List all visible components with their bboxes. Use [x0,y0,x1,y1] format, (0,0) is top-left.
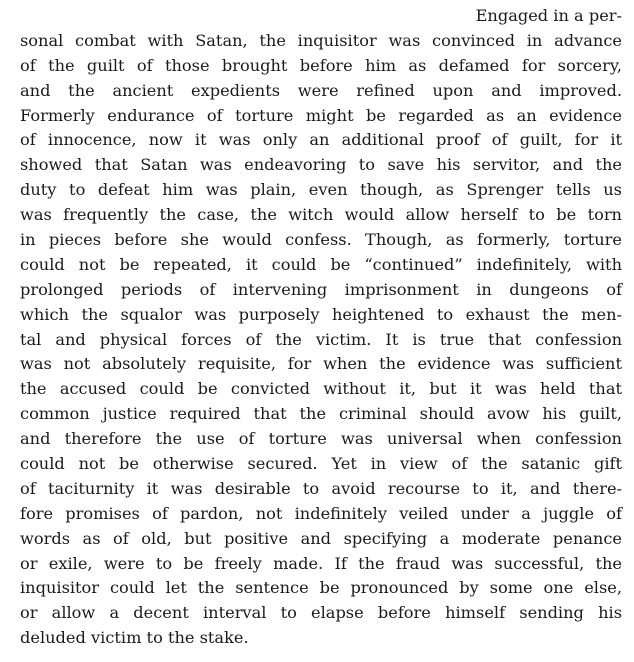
text-line: tal and physical forces of the victim. It is true that confession [20,329,622,349]
text-line: which the squalor was purposely heightened to exhaust the men- [20,304,622,324]
text-line: and the ancient expedients were refined upon and improved. [20,80,622,100]
text-line: and therefore the use of torture was universal when confession [20,429,622,449]
text-line: Formerly endurance of torture might be regarded as an evidence [20,105,622,125]
text-line: prolonged periods of intervening imprisonment in dungeons of [20,279,622,299]
text-line: showed that Satan was endeavoring to save his servitor, and the [20,155,622,175]
text-line: was not absolutely requisite, for when the evidence was sufficient [20,354,622,374]
text-line: fore promises of pardon, not indefinitely veiled under a juggle of [20,503,622,523]
text-line: could not be otherwise secured. Yet in view of the satanic gift [20,454,622,474]
text-line: words as of old, but positive and specifying a moderate penance [20,528,622,548]
document-paragraph [20,4,622,651]
text-line: of innocence, now it was only an additional proof of guilt, for it [20,130,622,150]
text-line: deluded victim to the stake. [20,628,249,648]
text-line: the accused could be convicted without it, but it was held that [20,379,622,399]
text-line: inquisitor could let the sentence be pronounced by some one else, [20,578,622,598]
text-line: could not be repeated, it could be “continued” indefinitely, with [20,254,622,274]
text-line: Engaged in a per- [475,6,622,25]
text-line: duty to defeat him was plain, even though, as Sprenger tells us [20,180,622,200]
text-line: in pieces before she would confess. Though, as formerly, torture [20,230,622,250]
text-line: was frequently the case, the witch would allow herself to be torn [20,205,622,225]
text-line: of the guilt of those brought before him as defamed for sorcery, [20,55,622,75]
text-line: common justice required that the criminal should avow his guilt, [20,404,622,424]
text-line: of taciturnity it was desirable to avoid recourse to it, and there- [20,478,622,498]
text-line: or allow a decent interval to elapse before himself sending his [20,603,622,623]
text-line: sonal combat with Satan, the inquisitor was convinced in advance [20,30,622,50]
text-line: or exile, were to be freely made. If the fraud was successful, the [20,553,622,573]
